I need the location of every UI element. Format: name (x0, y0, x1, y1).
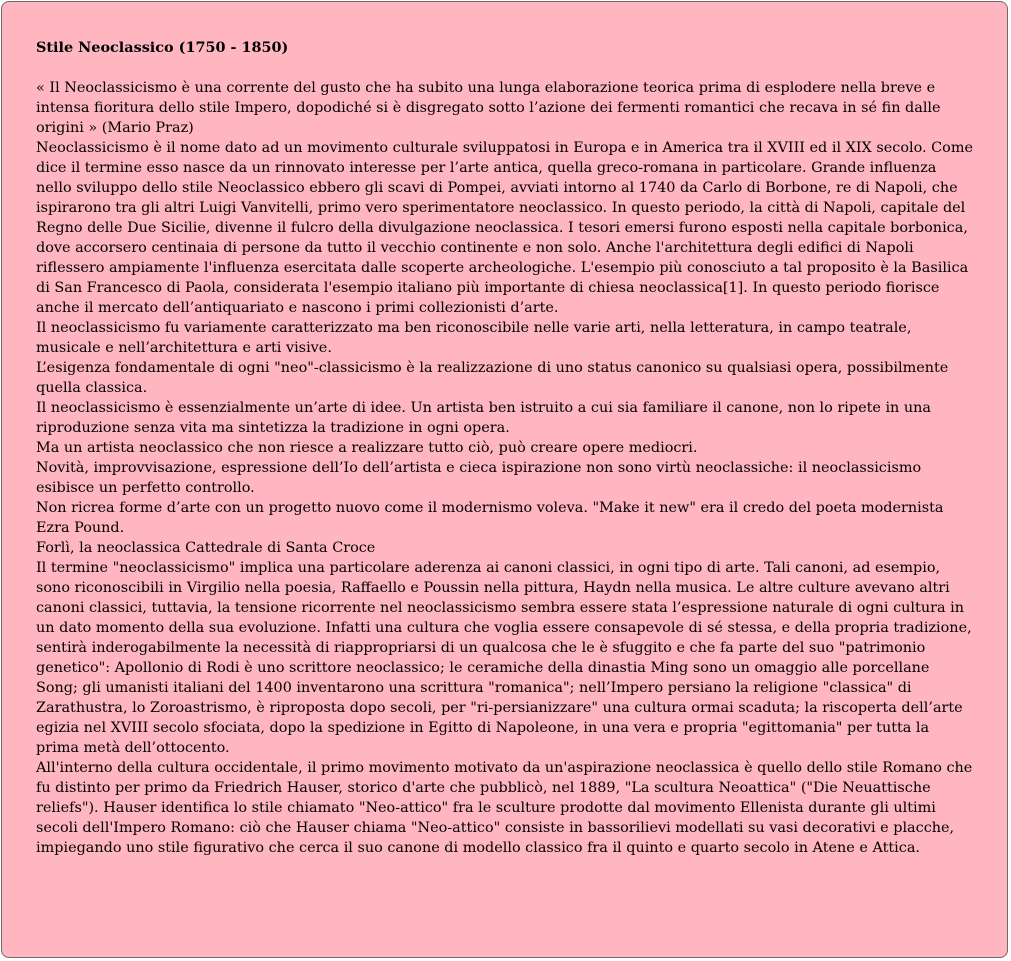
term-paragraph: Il termine "neoclassicismo" implica una particolare aderenza ai canoni classici, in ogni tipo di arte. Tali canoni, ad esempio, sono riconoscibili in Virgilio nella poesia, Raffaello e Poussin nella pittura, Haydn nella musica. Le altre culture avevano altri canoni classici, tuttavia, la tensione ricorrente nel neoclassicismo sembra essere stata l’espressione naturale di ogni cultura in un dato momento della sua evoluzione. Infatti una cultura che voglia essere consapevole di sé stessa, e della propria tradizione, sentirà inderogabilmente la necessità di riappropriarsi di un qualcosa che le è sfuggito e che fa parte del suo "patrimonio genetico": Apollonio di Rodi è uno scrittore neoclassico; le ceramiche della dinastia Ming sono un omaggio alle porcellane Song; gli umanisti italiani del 1400 inventarono una scrittura "romanica"; nell’Impero persiano la religione "classica" di Zarathustra, lo Zoroastrismo, è riproposta dopo secoli, per "ri-persianizzare" una cultura ormai scaduta; la riscoperta dell’arte egizia nel XVIII secolo sfociata, dopo la spedizione in Egitto di Napoleone, in una vera e propria "egittomania" per tutta la prima metà dell’ottocento. (36, 560, 972, 756)
ideas-paragraph: Il neoclassicismo è essenzialmente un’arte di idee. Un artista ben istruito a cui sia familiare il canone, non lo ripete in una riproduzione senza vita ma sintetizza la tradizione in ogni opera. (36, 400, 932, 436)
arts-paragraph: Il neoclassicismo fu variamente caratterizzato ma ben riconoscibile nelle varie arti, nella letteratura, in campo teatrale, musicale e nell’architettura e arti visive. (36, 320, 912, 356)
modernism-paragraph: Non ricrea forme d’arte con un progetto nuovo come il modernismo voleva. "Make it new" era il credo del poeta modernista Ezra Pound. (36, 500, 944, 536)
mediocre-paragraph: Ma un artista neoclassico che non riesce a realizzare tutto ciò, può creare opere mediocri. (36, 440, 698, 456)
article-panel (1, 1, 1008, 958)
quote-paragraph: « Il Neoclassicismo è una corrente del gusto che ha subito una lunga elaborazione teorica prima di esplodere nella breve e intensa fioritura dello stile Impero, dopodiché si è disgregato sotto l’azione dei fermenti romantici che recava in sé fin dalle origini » (Mario Praz) (36, 80, 941, 136)
caption-paragraph: Forlì, la neoclassica Cattedrale di Santa Croce (36, 540, 376, 556)
article-title: Stile Neoclassico (1750 - 1850) (36, 39, 289, 56)
canon-paragraph: L’esigenza fondamentale di ogni "neo"-classicismo è la realizzazione di uno status canonico su qualsiasi opera, possibilmente quella classica. (36, 360, 949, 396)
hauser-paragraph: All'interno della cultura occidentale, il primo movimento motivato da un'aspirazione neoclassica è quello dello stile Romano che fu distinto per primo da Friedrich Hauser, storico d'arte che pubblicò, nel 1889, "La scultura Neoattica" ("Die Neuattische reliefs"). Hauser identifica lo stile chiamato "Neo-attico" fra le sculture prodotte dal movimento Ellenista durante gli ultimi secoli dell'Impero Romano: ciò che Hauser chiama "Neo-attico" consiste in bassorilievi modellati su vasi decorativi e placche, impiegando uno stile figurativo che cerca il suo canone di modello classico fra il quinto e quarto secolo in Atene e Attica. (36, 760, 973, 856)
control-paragraph: Novità, improvvisazione, espressione dell’Io dell’artista e cieca ispirazione non sono virtù neoclassiche: il neoclassicismo esibisce un perfetto controllo. (36, 460, 922, 496)
intro-paragraph: Neoclassicismo è il nome dato ad un movimento culturale sviluppatosi in Europa e in America tra il XVIII ed il XIX secolo. Come dice il termine esso nasce da un rinnovato interesse per l’arte antica, quella greco-romana in particolare. Grande influenza nello sviluppo dello stile Neoclassico ebbero gli scavi di Pompei, avviati intorno al 1740 da Carlo di Borbone, re di Napoli, che ispirarono tra gli altri Luigi Vanvitelli, primo vero sperimentatore neoclassico. In questo periodo, la città di Napoli, capitale del Regno delle Due Sicilie, divenne il fulcro della divulgazione neoclassica. I tesori emersi furono esposti nella capitale borbonica, dove accorsero centinaia di persone da tutto il vecchio continente e non solo. Anche l'architettura degli edifici di Napoli riflessero ampiamente l'influenza esercitata dalle scoperte archeologiche. L'esempio più conosciuto a tal proposito è la Basilica di San Francesco di Paola, considerata l'esempio italiano più importante di chiesa neoclassica[1]. In questo periodo fiorisce anche il mercato dell’antiquariato e nascono i primi collezionisti d’arte. (36, 140, 974, 316)
